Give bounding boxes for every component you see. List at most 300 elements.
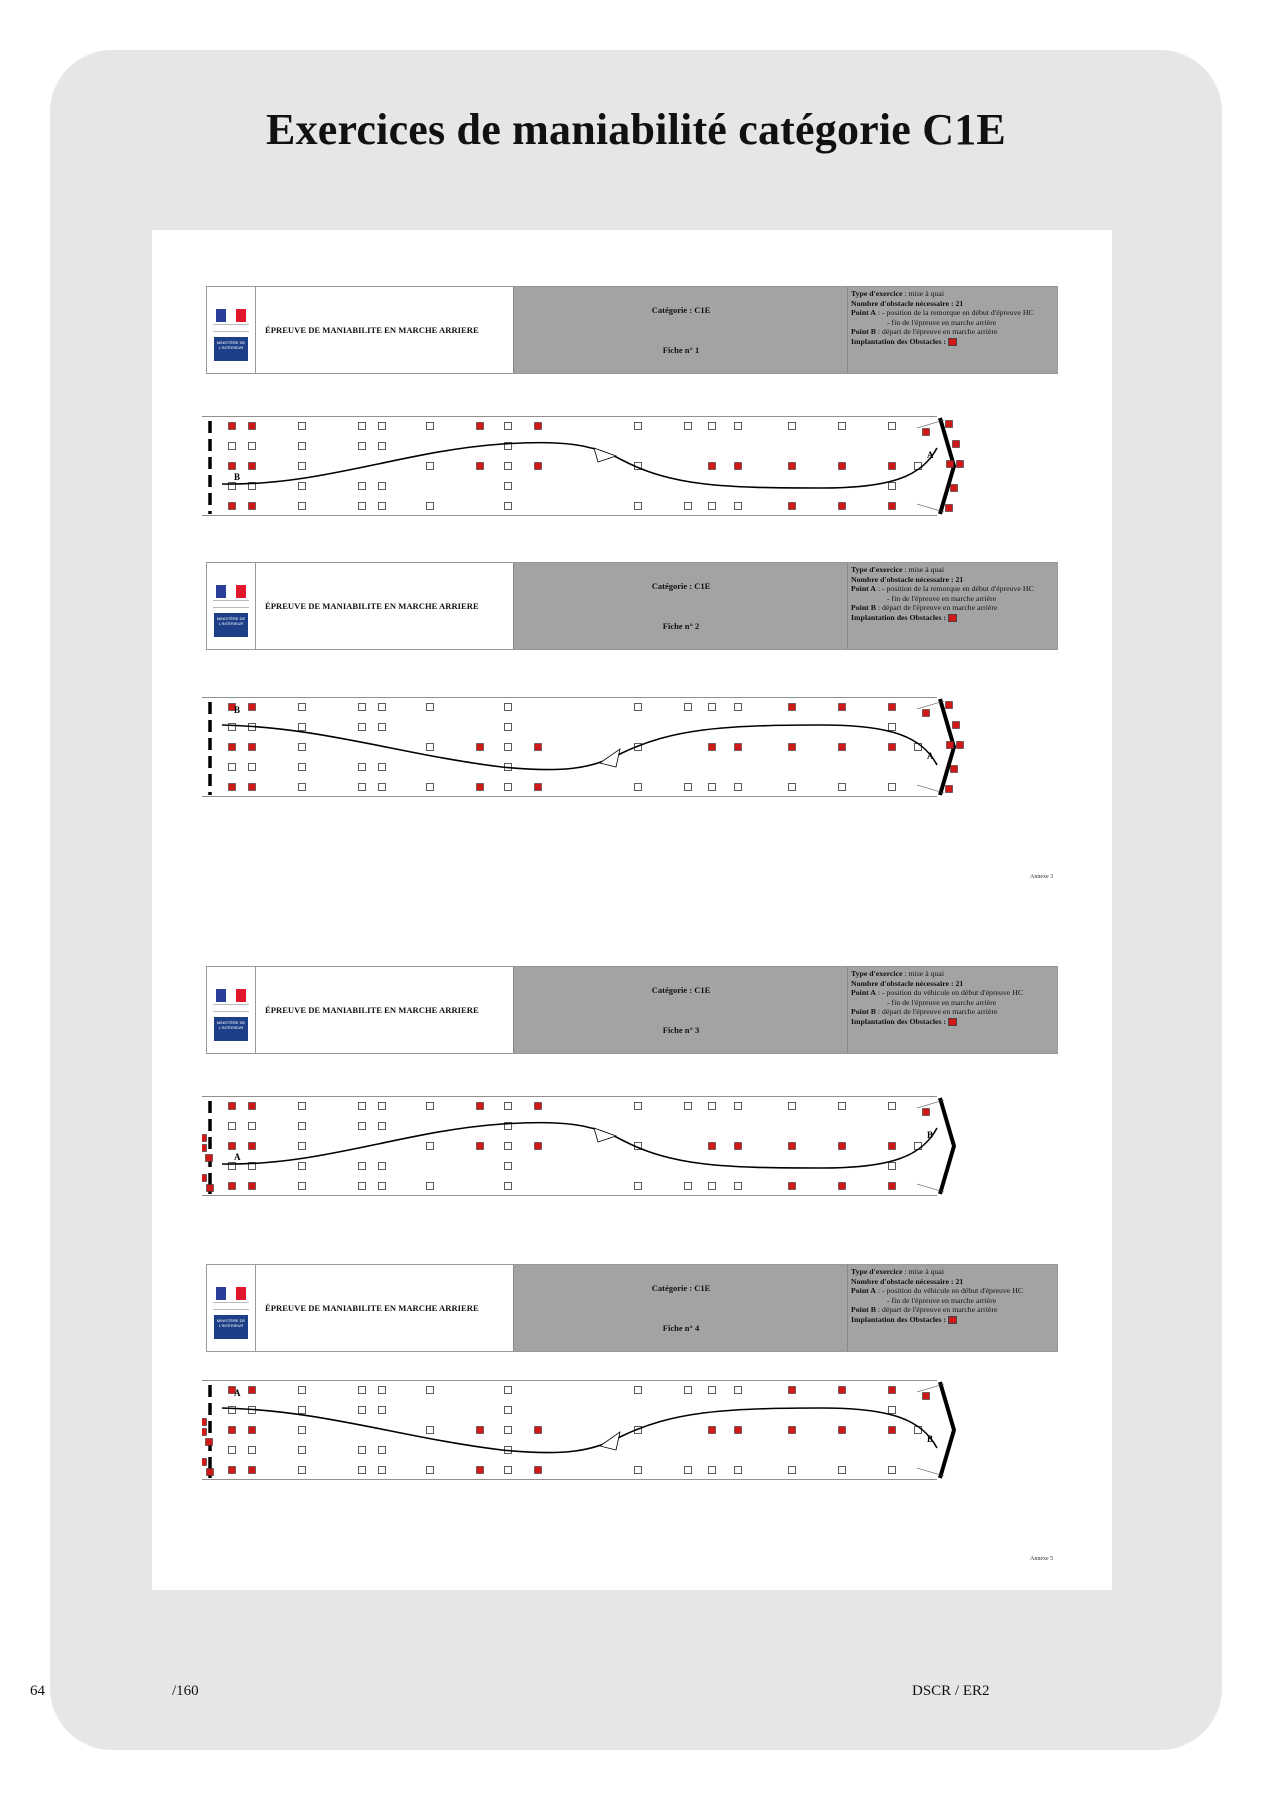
dock-marker (923, 1393, 930, 1400)
obstacle-empty (427, 1143, 434, 1150)
obstacle-empty (889, 1407, 896, 1414)
obstacle-red (249, 744, 256, 751)
obstacle-empty (709, 1467, 716, 1474)
obstacle-red (839, 1387, 846, 1394)
obstacle-empty (359, 1103, 366, 1110)
obstacle-empty (379, 764, 386, 771)
obstacle-red (889, 463, 896, 470)
obstacle-empty (379, 1163, 386, 1170)
obstacle-empty (379, 443, 386, 450)
obstacle-empty (359, 784, 366, 791)
point-label-right: B (927, 1434, 934, 1444)
obstacle-empty (839, 1103, 846, 1110)
epreuve-title: ÉPREUVE DE MANIABILITE EN MARCHE ARRIERE (265, 1005, 479, 1015)
obstacle-empty (889, 724, 896, 731)
obstacle-red (709, 744, 716, 751)
dock-marker (206, 1439, 213, 1446)
obstacle-red (249, 1143, 256, 1150)
exercise-info: Type d'exercice : mise à quai Nombre d'obstacle nécessaire : 21 Point A : - position de la remorque en début d'épreuve HC - fin de l'épreuve en marche arrière Point B : départ de l'épreuve en marche arrière Implantation des Obstacles : (847, 563, 1057, 649)
obstacle-empty (685, 1183, 692, 1190)
marianne-flag-icon (216, 989, 246, 1002)
obstacle-red (789, 503, 796, 510)
obstacle-empty (379, 704, 386, 711)
obstacle-red (889, 503, 896, 510)
dock-marker (951, 766, 958, 773)
dock-marker (953, 722, 960, 729)
obstacle-empty (379, 503, 386, 510)
document-reference: DSCR / ER2 (912, 1683, 990, 1699)
obstacle-empty (789, 1467, 796, 1474)
obstacle-empty (685, 1103, 692, 1110)
dock-marker (923, 710, 930, 717)
obstacle-empty (229, 443, 236, 450)
obstacle-empty (505, 704, 512, 711)
obstacle-red (535, 744, 542, 751)
obstacle-empty (505, 1387, 512, 1394)
obstacle-red (839, 1143, 846, 1150)
obstacle-empty (427, 784, 434, 791)
fiche-header-2 (206, 562, 1058, 650)
obstacle-empty (635, 503, 642, 510)
category-label: Catégorie : C1E (651, 985, 711, 995)
epreuve-title: ÉPREUVE DE MANIABILITE EN MARCHE ARRIERE (265, 1303, 479, 1313)
obstacle-red (889, 704, 896, 711)
dock-marker (946, 702, 953, 709)
category-block (513, 563, 848, 649)
track-diagram-3 (202, 1096, 1062, 1196)
obstacle-red (477, 744, 484, 751)
obstacle-empty (505, 1163, 512, 1170)
obstacle-red (839, 704, 846, 711)
obstacle-red (477, 1143, 484, 1150)
annexe-label: Annexe 5 (1030, 1556, 1054, 1562)
ministry-badge: MINISTÈRE DE L'INTÉRIEUR (214, 1017, 248, 1041)
direction-arrow (594, 448, 616, 462)
page-title: Exercices de maniabilité catégorie C1E (266, 105, 1006, 154)
obstacle-empty (839, 423, 846, 430)
obstacle-empty (299, 423, 306, 430)
obstacle-empty (635, 1467, 642, 1474)
obstacle-red (229, 744, 236, 751)
obstacle-red (477, 1467, 484, 1474)
obstacle-empty (635, 423, 642, 430)
obstacle-empty (427, 1387, 434, 1394)
obstacle-red (249, 784, 256, 791)
obstacle-red (889, 1183, 896, 1190)
obstacle-empty (299, 1387, 306, 1394)
obstacle-empty (249, 764, 256, 771)
obstacle-red (535, 1427, 542, 1434)
track-diagram-1 (202, 416, 1062, 516)
obstacle-empty (427, 1103, 434, 1110)
obstacle-red (735, 1143, 742, 1150)
obstacle-empty (359, 483, 366, 490)
trajectory-path (222, 725, 937, 770)
direction-arrow (600, 749, 620, 767)
obstacle-empty (709, 423, 716, 430)
document-sheet (152, 230, 1112, 1590)
obstacle-red (535, 784, 542, 791)
red-obstacle-icon (948, 614, 957, 622)
obstacle-empty (299, 784, 306, 791)
obstacle-red (535, 463, 542, 470)
obstacle-empty (359, 443, 366, 450)
obstacle-empty (299, 1183, 306, 1190)
obstacle-empty (709, 1387, 716, 1394)
obstacle-empty (685, 423, 692, 430)
obstacle-red (249, 423, 256, 430)
obstacle-empty (229, 1447, 236, 1454)
obstacle-empty (505, 1467, 512, 1474)
obstacle-empty (709, 1183, 716, 1190)
fiche-number: Fiche n° 1 (662, 345, 700, 355)
obstacle-empty (359, 764, 366, 771)
obstacle-red (839, 1427, 846, 1434)
obstacle-empty (229, 1123, 236, 1130)
marianne-flag-icon (216, 585, 246, 598)
page-total: /160 (172, 1683, 199, 1699)
exercise-info: Type d'exercice : mise à quai Nombre d'obstacle nécessaire : 21 Point A : - position du véhicule en début d'épreuve HC - fin de l'épreuve en marche arrière Point B : départ de l'épreuve en marche arrière Implantation des Obstacles : (847, 1265, 1057, 1351)
obstacle-red (709, 1427, 716, 1434)
obstacle-empty (427, 704, 434, 711)
obstacle-red (889, 1427, 896, 1434)
obstacle-red (535, 1467, 542, 1474)
dock-marker (946, 421, 953, 428)
obstacle-empty (229, 764, 236, 771)
epreuve-title: ÉPREUVE DE MANIABILITE EN MARCHE ARRIERE (265, 601, 479, 611)
ministry-logo (207, 287, 256, 373)
obstacle-red (477, 463, 484, 470)
trajectory-path (222, 1408, 937, 1453)
obstacle-red (229, 463, 236, 470)
obstacle-red (789, 1143, 796, 1150)
dock-marker (202, 1459, 207, 1466)
fiche-number: Fiche n° 4 (662, 1323, 700, 1333)
fiche-number: Fiche n° 2 (662, 621, 700, 631)
fiche-header-3 (206, 966, 1058, 1054)
obstacle-red (789, 744, 796, 751)
obstacle-empty (735, 784, 742, 791)
obstacle-empty (299, 1143, 306, 1150)
obstacle-empty (299, 724, 306, 731)
obstacle-empty (359, 1467, 366, 1474)
obstacle-empty (427, 463, 434, 470)
obstacle-empty (299, 744, 306, 751)
obstacle-red (735, 744, 742, 751)
point-label-right: A (927, 751, 934, 761)
fiche-header-1 (206, 286, 1058, 374)
obstacle-empty (505, 1183, 512, 1190)
obstacle-empty (379, 423, 386, 430)
obstacle-empty (299, 443, 306, 450)
obstacle-empty (299, 764, 306, 771)
category-block (513, 287, 848, 373)
obstacle-empty (299, 463, 306, 470)
annexe-label: Annexe 3 (1030, 874, 1054, 880)
obstacle-empty (427, 1427, 434, 1434)
obstacle-empty (359, 1163, 366, 1170)
obstacle-red (839, 463, 846, 470)
obstacle-empty (379, 1407, 386, 1414)
obstacle-empty (735, 423, 742, 430)
obstacle-empty (889, 1467, 896, 1474)
category-label: Catégorie : C1E (651, 581, 711, 591)
obstacle-empty (505, 724, 512, 731)
obstacle-red (249, 1103, 256, 1110)
obstacle-red (477, 1427, 484, 1434)
obstacle-empty (505, 1407, 512, 1414)
obstacle-red (249, 1427, 256, 1434)
track-diagram-4 (202, 1380, 1062, 1480)
quay-chevron (940, 1098, 954, 1194)
obstacle-empty (505, 1143, 512, 1150)
obstacle-empty (299, 1447, 306, 1454)
obstacle-red (889, 744, 896, 751)
obstacle-red (229, 1467, 236, 1474)
trajectory-path (222, 1123, 937, 1168)
obstacle-empty (889, 1103, 896, 1110)
obstacle-red (789, 1387, 796, 1394)
obstacle-red (249, 1387, 256, 1394)
obstacle-red (735, 1427, 742, 1434)
obstacle-red (229, 1143, 236, 1150)
obstacle-red (477, 1103, 484, 1110)
dock-marker (202, 1175, 207, 1182)
obstacle-empty (839, 784, 846, 791)
obstacle-empty (379, 784, 386, 791)
point-label-right: B (927, 1130, 934, 1140)
dock-marker (923, 429, 930, 436)
obstacle-red (839, 744, 846, 751)
obstacle-empty (685, 1387, 692, 1394)
obstacle-empty (789, 423, 796, 430)
obstacle-empty (359, 503, 366, 510)
obstacle-empty (249, 443, 256, 450)
dock-marker (206, 1155, 213, 1162)
point-label-left: B (234, 705, 241, 715)
point-label-left: A (234, 1388, 241, 1398)
direction-arrow (600, 1432, 620, 1450)
obstacle-empty (359, 1447, 366, 1454)
dock-marker (202, 1135, 207, 1142)
fiche-number: Fiche n° 3 (662, 1025, 700, 1035)
obstacle-empty (505, 503, 512, 510)
obstacle-empty (379, 1387, 386, 1394)
obstacle-empty (359, 423, 366, 430)
obstacle-empty (299, 483, 306, 490)
obstacle-empty (249, 1447, 256, 1454)
fiche-header-4 (206, 1264, 1058, 1352)
dock-marker (202, 1145, 207, 1152)
obstacle-red (839, 503, 846, 510)
obstacle-red (249, 503, 256, 510)
obstacle-empty (685, 503, 692, 510)
category-block (513, 967, 848, 1053)
obstacle-empty (505, 1103, 512, 1110)
exercise-info: Type d'exercice : mise à quai Nombre d'obstacle nécessaire : 21 Point A : - position de la remorque en début d'épreuve HC - fin de l'épreuve en marche arrière Point B : départ de l'épreuve en marche arrière Implantation des Obstacles : (847, 287, 1057, 373)
obstacle-empty (299, 1163, 306, 1170)
obstacle-empty (299, 1407, 306, 1414)
obstacle-empty (505, 744, 512, 751)
obstacle-empty (299, 1427, 306, 1434)
obstacle-empty (359, 1183, 366, 1190)
obstacle-empty (889, 483, 896, 490)
dock-marker (923, 1109, 930, 1116)
point-label-left: B (234, 472, 241, 482)
dock-marker (207, 1469, 214, 1476)
dock-marker (207, 1185, 214, 1192)
obstacle-empty (299, 1103, 306, 1110)
obstacle-empty (427, 423, 434, 430)
point-label-left: A (234, 1152, 241, 1162)
dock-marker (957, 461, 964, 468)
obstacle-red (889, 1387, 896, 1394)
obstacle-empty (685, 1467, 692, 1474)
point-label-right: A (927, 450, 934, 460)
dock-marker (947, 461, 954, 468)
obstacle-red (535, 1103, 542, 1110)
obstacle-empty (359, 1123, 366, 1130)
obstacle-red (789, 1183, 796, 1190)
obstacle-red (249, 1467, 256, 1474)
obstacle-empty (889, 1163, 896, 1170)
category-label: Catégorie : C1E (651, 1283, 711, 1293)
red-obstacle-icon (948, 338, 957, 346)
obstacle-red (229, 503, 236, 510)
obstacle-red (229, 1103, 236, 1110)
obstacle-empty (889, 423, 896, 430)
obstacle-red (709, 1143, 716, 1150)
obstacle-empty (427, 503, 434, 510)
marianne-flag-icon (216, 309, 246, 322)
ministry-logo (207, 563, 256, 649)
obstacle-empty (505, 784, 512, 791)
dock-marker (953, 441, 960, 448)
dock-marker (946, 786, 953, 793)
obstacle-red (249, 1183, 256, 1190)
track-diagram-2 (202, 697, 1062, 797)
obstacle-empty (635, 704, 642, 711)
obstacle-empty (505, 1427, 512, 1434)
obstacle-red (477, 423, 484, 430)
obstacle-red (229, 423, 236, 430)
dock-marker (202, 1419, 207, 1426)
obstacle-empty (735, 1467, 742, 1474)
obstacle-empty (379, 724, 386, 731)
dock-marker (947, 742, 954, 749)
dock-marker (951, 485, 958, 492)
direction-arrow (594, 1128, 616, 1142)
obstacle-empty (249, 1123, 256, 1130)
category-label: Catégorie : C1E (651, 305, 711, 315)
obstacle-empty (735, 503, 742, 510)
obstacle-red (789, 463, 796, 470)
obstacle-red (735, 463, 742, 470)
obstacle-empty (359, 1387, 366, 1394)
obstacle-empty (709, 784, 716, 791)
ministry-badge: MINISTÈRE DE L'INTÉRIEUR (214, 1315, 248, 1339)
obstacle-empty (735, 1183, 742, 1190)
obstacle-empty (505, 463, 512, 470)
obstacle-red (229, 1427, 236, 1434)
red-obstacle-icon (948, 1018, 957, 1026)
trajectory-path (222, 443, 937, 488)
dock-marker (202, 1429, 207, 1436)
obstacle-empty (505, 483, 512, 490)
obstacle-red (709, 463, 716, 470)
obstacle-empty (709, 1103, 716, 1110)
obstacle-empty (735, 704, 742, 711)
obstacle-empty (735, 1387, 742, 1394)
obstacle-empty (359, 1407, 366, 1414)
obstacle-empty (889, 784, 896, 791)
obstacle-red (535, 1143, 542, 1150)
obstacle-empty (735, 1103, 742, 1110)
obstacle-empty (359, 724, 366, 731)
obstacle-red (477, 784, 484, 791)
obstacle-empty (635, 1183, 642, 1190)
obstacle-red (249, 704, 256, 711)
obstacle-empty (379, 1183, 386, 1190)
obstacle-red (249, 463, 256, 470)
obstacle-empty (379, 1103, 386, 1110)
obstacle-empty (635, 1103, 642, 1110)
obstacle-empty (709, 704, 716, 711)
ministry-badge: MINISTÈRE DE L'INTÉRIEUR (214, 613, 248, 637)
obstacle-empty (505, 423, 512, 430)
dock-marker (957, 742, 964, 749)
exercise-info: Type d'exercice : mise à quai Nombre d'obstacle nécessaire : 21 Point A : - position du véhicule en début d'épreuve HC - fin de l'épreuve en marche arrière Point B : départ de l'épreuve en marche arrière Implantation des Obstacles : (847, 967, 1057, 1053)
obstacle-empty (427, 1183, 434, 1190)
quay-chevron (940, 1382, 954, 1478)
obstacle-empty (299, 704, 306, 711)
dock-marker (946, 505, 953, 512)
obstacle-red (229, 784, 236, 791)
obstacle-empty (379, 1467, 386, 1474)
obstacle-empty (379, 1123, 386, 1130)
obstacle-red (839, 1183, 846, 1190)
obstacle-empty (299, 1123, 306, 1130)
obstacle-empty (427, 744, 434, 751)
obstacle-red (789, 1427, 796, 1434)
obstacle-empty (359, 704, 366, 711)
ministry-logo (207, 967, 256, 1053)
obstacle-empty (635, 784, 642, 791)
obstacle-empty (685, 784, 692, 791)
obstacle-empty (789, 784, 796, 791)
red-obstacle-icon (948, 1316, 957, 1324)
obstacle-red (229, 1183, 236, 1190)
marianne-flag-icon (216, 1287, 246, 1300)
obstacle-empty (839, 1467, 846, 1474)
category-block (513, 1265, 848, 1351)
obstacle-empty (789, 1103, 796, 1110)
obstacle-empty (379, 483, 386, 490)
obstacle-empty (709, 503, 716, 510)
obstacle-empty (685, 704, 692, 711)
ministry-badge: MINISTÈRE DE L'INTÉRIEUR (214, 337, 248, 361)
obstacle-red (889, 1143, 896, 1150)
obstacle-empty (427, 1467, 434, 1474)
obstacle-red (789, 704, 796, 711)
page-number: 64 (30, 1683, 45, 1699)
ministry-logo (207, 1265, 256, 1351)
obstacle-red (535, 423, 542, 430)
obstacle-empty (299, 503, 306, 510)
obstacle-empty (299, 1467, 306, 1474)
obstacle-empty (379, 1447, 386, 1454)
obstacle-empty (635, 1387, 642, 1394)
